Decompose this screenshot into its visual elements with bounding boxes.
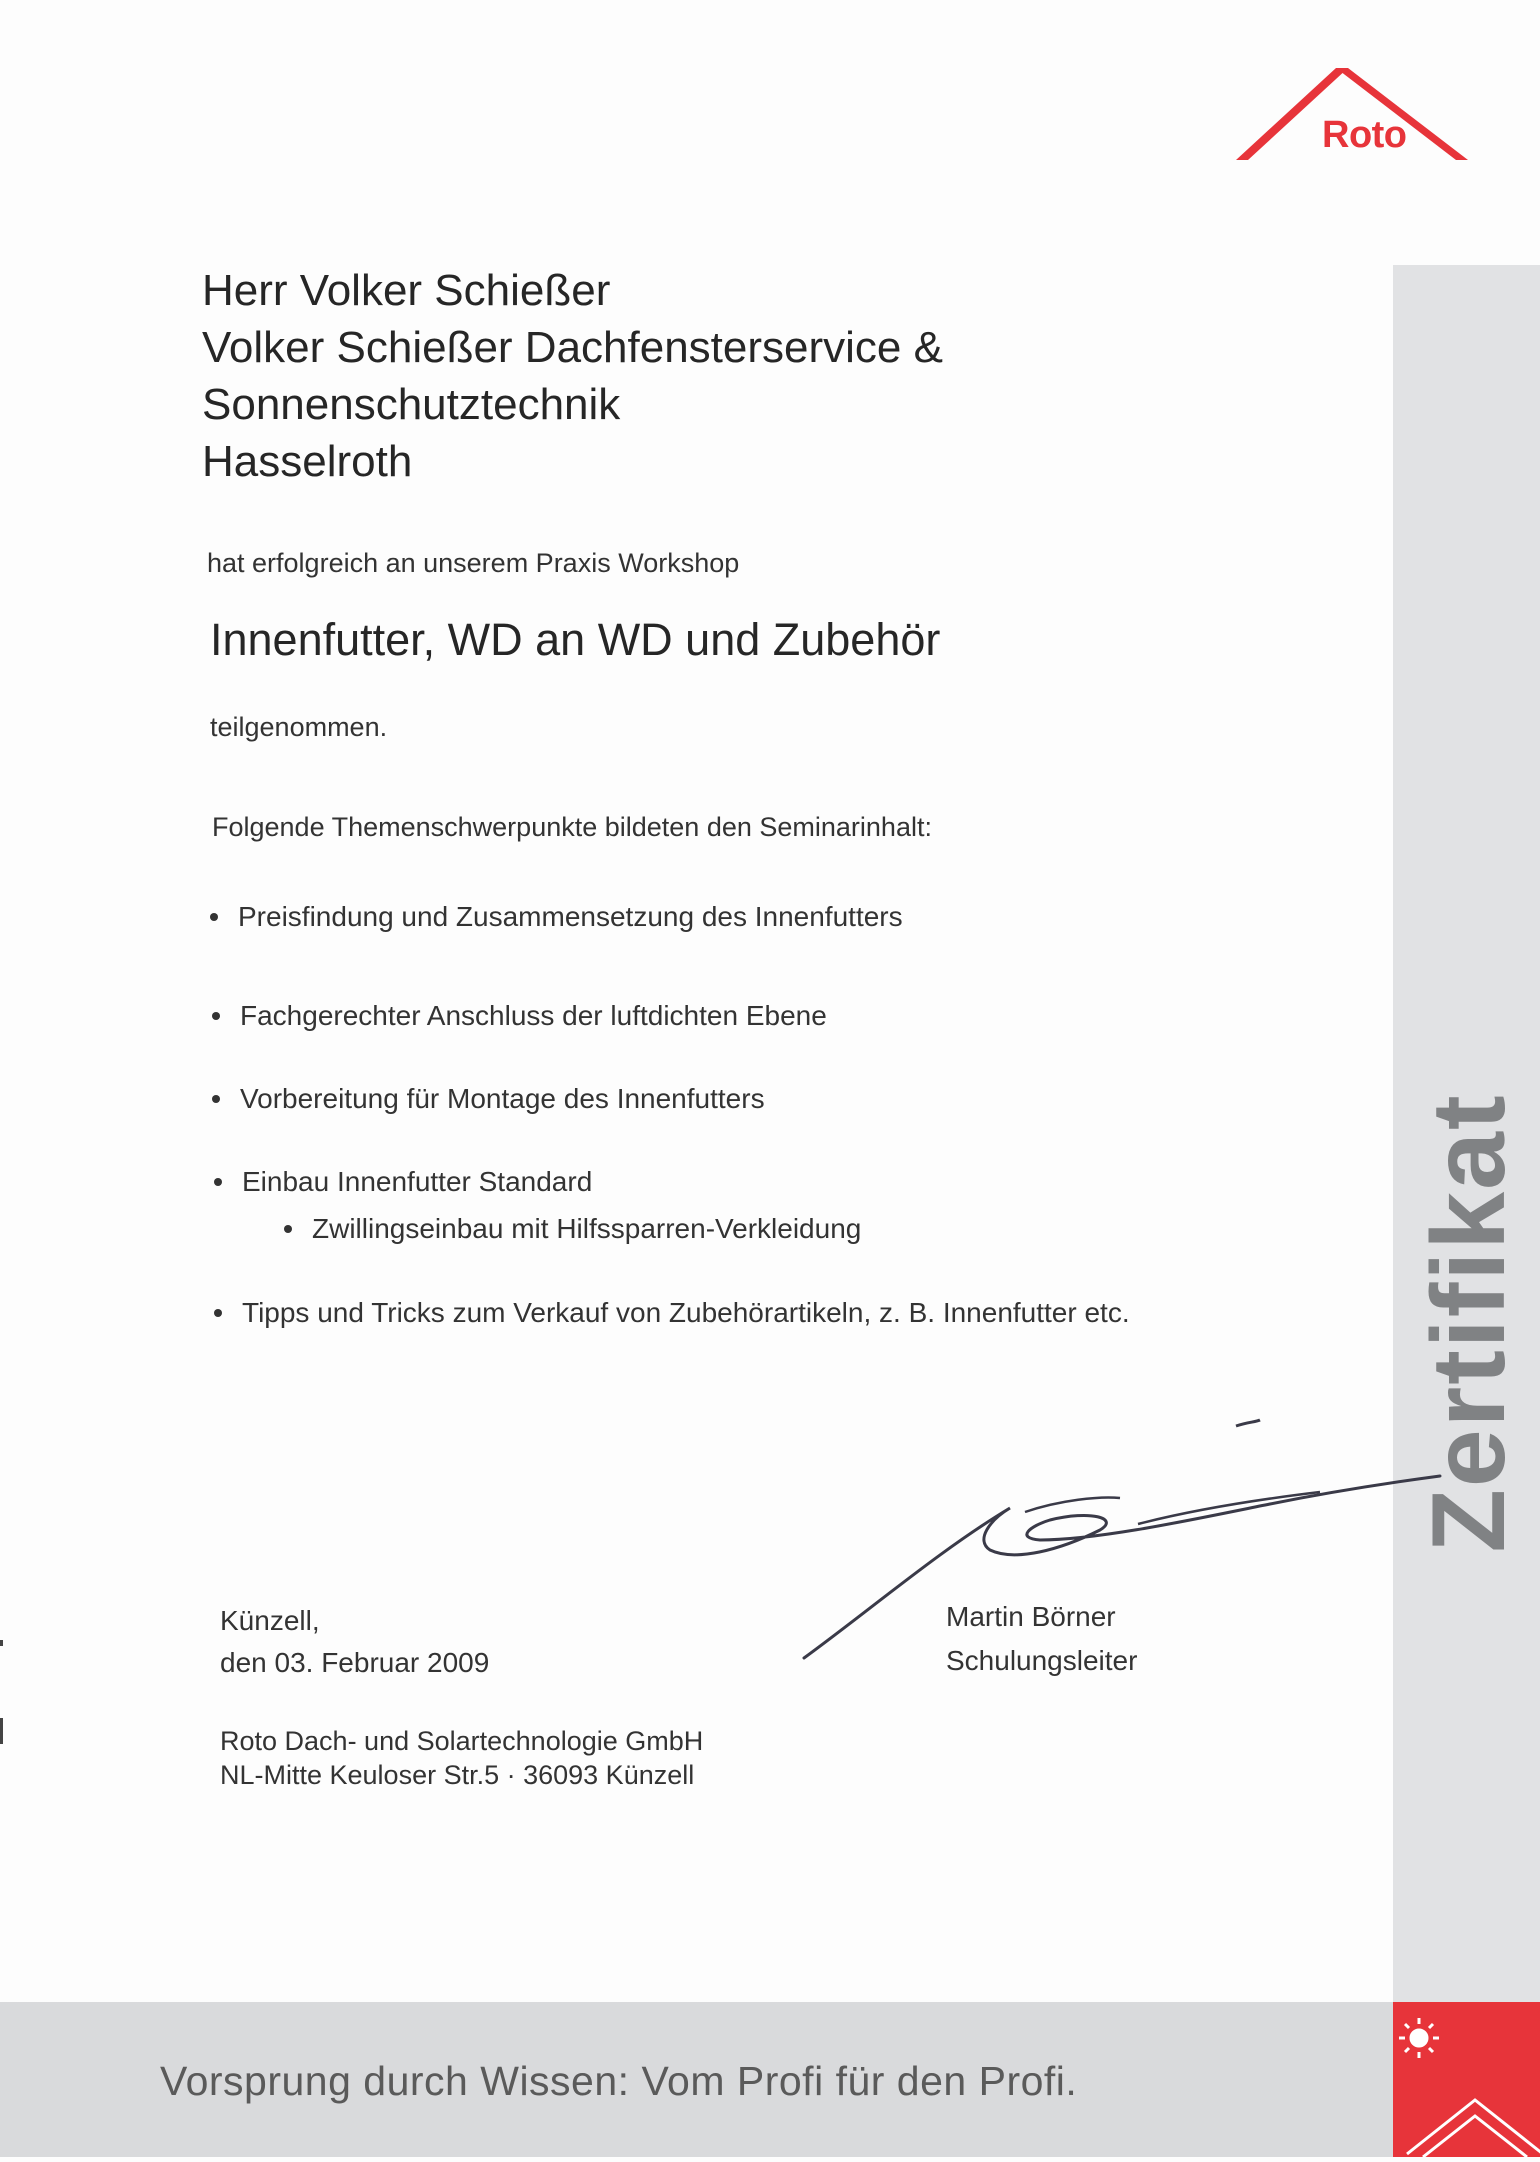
company-name: Roto Dach- und Solartechnologie GmbH [220,1726,704,1756]
recipient-block [202,262,943,490]
logo-text: Roto [1322,114,1407,156]
place: Künzell, [220,1605,320,1636]
bullet-icon [210,913,218,921]
list-item: Fachgerechter Anschluss der luftdichten Ebene [212,1000,827,1032]
signer-name: Martin Börner [946,1601,1116,1632]
bullet-icon [212,1012,220,1020]
bullet-icon [284,1225,292,1233]
certificate-title-text: Zertifikat [1411,1093,1527,1553]
list-item: Einbau Innenfutter Standard [214,1166,592,1198]
slogan: Vorsprung durch Wissen: Vom Profi für den Profi. [160,2058,1078,2104]
date: den 03. Februar 2009 [220,1647,490,1678]
topics-heading: Folgende Themenschwerpunkte bildeten den Seminarinhalt: [212,812,932,842]
company-block [220,1724,703,1792]
scan-mark [0,1718,3,1744]
sub-list-item: Zwillingseinbau mit Hilfssparren-Verkleidung [284,1213,861,1245]
recipient-line: Sonnenschutztechnik [202,380,621,429]
bullet-icon [214,1309,222,1317]
place-date-block [220,1600,489,1684]
recipient-line: Herr Volker Schießer [202,266,611,315]
participated-text: teilgenommen. [210,712,388,742]
corner-badge [1393,2002,1540,2157]
bullet-icon [214,1178,222,1186]
list-item: Tipps und Tricks zum Verkauf von Zubehörartikeln, z. B. Innenfutter etc. [214,1297,1130,1329]
list-item: Vorbereitung für Montage des Innenfutters [212,1083,765,1115]
list-item: Preisfindung und Zusammensetzung des Innenfutters [210,901,903,933]
recipient-line: Hasselroth [202,437,413,486]
roto-logo [1236,64,1472,164]
signer-block [946,1595,1137,1683]
scan-mark [0,1640,3,1646]
sun-roof-icon [1393,2002,1540,2157]
recipient-line: Volker Schießer Dachfensterservice & [202,323,943,372]
intro-text: hat erfolgreich an unserem Praxis Workshop [207,548,740,578]
signer-title: Schulungsleiter [946,1645,1138,1676]
company-address: NL-Mitte Keuloser Str.5 · 36093 Künzell [220,1760,695,1790]
bullet-icon [212,1095,220,1103]
course-title: Innenfutter, WD an WD und Zubehör [210,614,941,665]
